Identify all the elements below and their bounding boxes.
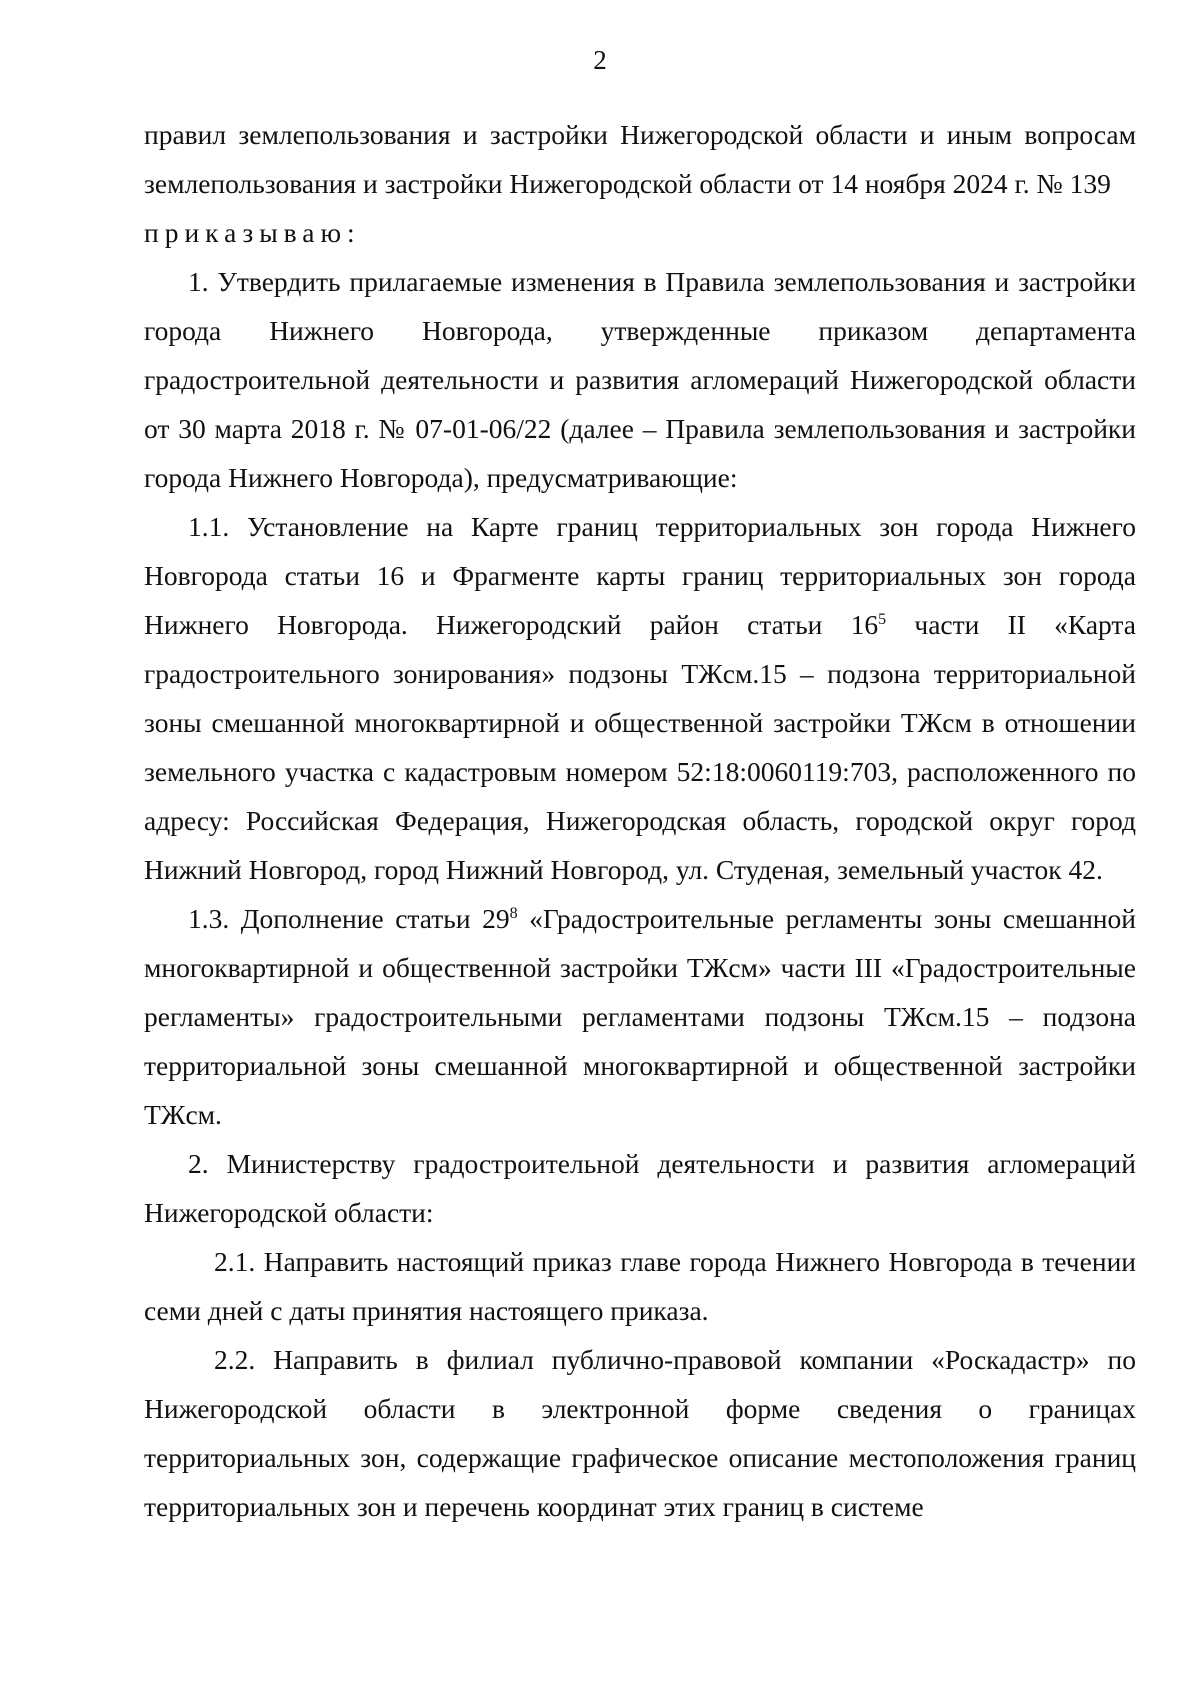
paragraph-item-1: 1. Утвердить прилагаемые изменения в Правила землепользования и застройки города Нижнего Новгорода, утвержденные приказом департамента градостроительной деятельности и развития агломераций Нижегородской области от 30 марта 2018 г. № 07-01-06/22 (далее – Правила землепользования и застройки города Нижнего Новгорода), предусматривающие:: [144, 266, 1136, 493]
paragraph-item-2-1: 2.1. Направить настоящий приказ главе города Нижнего Новгорода в течении семи дней с даты принятия настоящего приказа.: [144, 1246, 1136, 1326]
paragraph-item-1-1-text-b: части II «Карта градостроительного зонирования» подзоны ТЖсм.15 – подзона территориальной зоны смешанной многоквартирной и общественной застройки ТЖсм в отношении земельного участка с кадастровым номером 52:18:0060119:703, расположенного по адресу: Российская Федерация, Нижегородская область, городской округ город Нижний Новгород, город Нижний Новгород, ул. Студеная, земельный участок 42.: [144, 609, 1136, 885]
paragraph-item-1-3-text-a: 1.3. Дополнение статьи 29: [188, 903, 510, 934]
document-body: [144, 110, 1136, 1531]
paragraph-item-1-1-text-a: 1.1. Установление на Карте границ территориальных зон города Нижнего Новгорода статьи 16 и Фрагменте карты границ территориальных зон города Нижнего Новгорода. Нижегородский район статьи 16: [144, 511, 1136, 640]
paragraph-item-1-1: [144, 502, 1136, 894]
paragraph-order-word: приказываю:: [144, 217, 361, 248]
paragraph-item-1-3: [144, 894, 1136, 1139]
paragraph-preamble-continuation: правил землепользования и застройки Нижегородской области и иным вопросам землепользования и застройки Нижегородской области от 14 ноября 2024 г. № 139: [144, 119, 1136, 199]
paragraph-item-2: 2. Министерству градостроительной деятельности и развития агломераций Нижегородской области:: [144, 1148, 1136, 1228]
page-number: 2: [593, 45, 607, 75]
paragraph-item-1-3-superscript: 8: [509, 904, 518, 922]
paragraph-item-1-3-text-b: «Градостроительные регламенты зоны смешанной многоквартирной и общественной застройки ТЖсм» части III «Градостроительные регламенты» градостроительными регламентами подзоны ТЖсм.15 – подзона территориальной зоны смешанной многоквартирной и общественной застройки ТЖсм.: [144, 903, 1136, 1130]
paragraph-item-2-2: 2.2. Направить в филиал публично-правовой компании «Роскадастр» по Нижегородской области в электронной форме сведения о границах территориальных зон, содержащие графическое описание местоположения границ территориальных зон и перечень координат этих границ в системе: [144, 1344, 1136, 1522]
paragraph-item-1-1-superscript: 5: [878, 610, 887, 628]
